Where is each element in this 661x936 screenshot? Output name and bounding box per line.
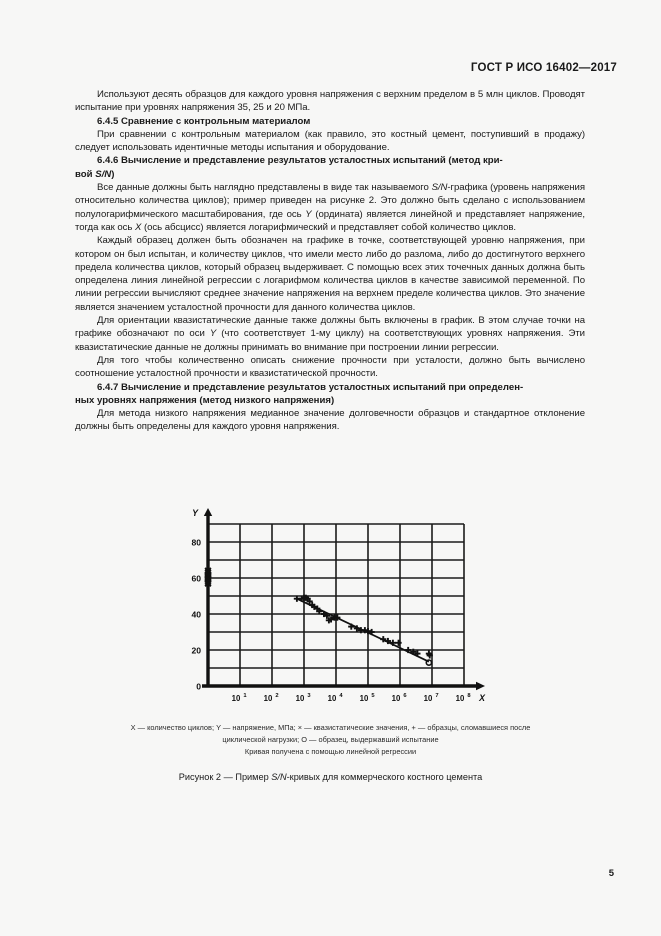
svg-text:10: 10 xyxy=(455,694,464,703)
svg-text:10: 10 xyxy=(295,694,304,703)
sn-curve-chart xyxy=(176,508,486,708)
svg-text:20: 20 xyxy=(190,645,201,656)
paragraph-3-part-a: Все данные должны быть наглядно представлены в виде так называемого xyxy=(97,182,432,194)
paragraph-3-part-c: -графика (уровень напряжения относительно количества циклов); пример приведен на рисунке 2. Это должно быть сделано с использованием полулогарифмического масштабирования, где ось xyxy=(75,182,585,220)
page-number: 5 xyxy=(608,868,614,879)
paragraph-3-part-e: (ордината) является линейной и представляет напряжение, тогда как ось xyxy=(75,208,585,233)
figure-2 xyxy=(0,508,661,782)
heading-6-4-6-line1: 6.4.6 Вычисление и представление результатов усталостных испытаний (метод кри- xyxy=(97,155,503,167)
paragraph-2: При сравнении с контрольным материалом (как правило, это костный цемент, поступивший в продажу) следует использовать идентичные методы испытания и оборудование. xyxy=(75,128,585,154)
svg-text:1: 1 xyxy=(242,693,247,699)
figure-caption-prefix: Рисунок 2 — Пример xyxy=(178,772,272,782)
paragraph-1: Используют десять образцов для каждого уровня напряжения с верхним пределом в 5 млн циклов. Проводят испытание при уровнях напряжения 35, 25 и 20 МПа. xyxy=(75,89,585,114)
heading-6-4-6-prefix: вой xyxy=(75,168,96,180)
paragraph-5-part-c: (что соответствует 1-му циклу) на соответствующих уровнях напряжения. Эти квазистатические данные не должны принимать во внимание при построении линии регрессии. xyxy=(75,328,585,353)
svg-text:10: 10 xyxy=(391,694,400,703)
chart-gridlines xyxy=(208,524,464,686)
document-body xyxy=(75,88,585,434)
figure-caption-sn: S/N xyxy=(271,772,287,782)
svg-text:7: 7 xyxy=(434,693,439,699)
svg-text:80: 80 xyxy=(190,537,201,548)
chart-y-tick-labels xyxy=(191,538,201,692)
chart-svg xyxy=(176,508,486,708)
svg-text:3: 3 xyxy=(306,693,311,699)
paragraph-7: Для метода низкого напряжения медианное значение долговечности образцов и стандартное отклонение должны быть определены для каждого уровня напряжения. xyxy=(75,408,585,433)
svg-text:6: 6 xyxy=(402,693,407,699)
chart-x-tick-labels xyxy=(231,693,471,703)
svg-text:10: 10 xyxy=(359,694,368,703)
series-runout-specimen xyxy=(426,660,431,665)
paragraph-4: Каждый образец должен быть обозначен на графике в точке, соответствующей уровню напряжения, при котором он был испытан, и количеству циклов, что имели место либо до разлома, либо до достигнутого верхнего предела количества циклов, который образец выдерживает. С помощью всех этих точечных данных должна быть определена линия линейной регрессии с логарифмом количества циклов в качестве зависимой переменной. По линии регрессии вычисляют среднее значение напряжения на верхнем пределе количества циклов. Это значение является значением усталостной прочности для данного количества циклов. xyxy=(75,235,585,313)
svg-text:4: 4 xyxy=(338,693,343,699)
heading-6-4-6-sn: S/N xyxy=(95,168,112,180)
svg-text:2: 2 xyxy=(274,693,279,699)
paragraph-3-sn: S/N xyxy=(431,182,448,194)
svg-text:Y: Y xyxy=(191,508,198,518)
figure-legend-line-2: циклической нагрузки; O — образец, выдержавший испытание xyxy=(222,735,439,744)
svg-text:X: X xyxy=(478,693,485,703)
paragraph-6: Для того чтобы количественно описать снижение прочности при усталости, должно быть вычислено соотношение усталостной прочности и квазистатической прочности. xyxy=(75,354,585,380)
svg-text:60: 60 xyxy=(190,573,201,584)
svg-text:10: 10 xyxy=(327,694,336,703)
svg-text:10: 10 xyxy=(231,694,240,703)
figure-caption xyxy=(0,772,661,782)
figure-legend-line-1: X — количество циклов; Y — напряжение, МПа; × — квазистатические значения, + — образцы, сломавшиеся после xyxy=(130,723,531,732)
page-header: ГОСТ Р ИСО 16402—2017 xyxy=(470,62,617,74)
series-quasi-static xyxy=(205,568,211,586)
svg-text:10: 10 xyxy=(423,694,432,703)
heading-6-4-7-line1: 6.4.7 Вычисление и представление результатов усталостных испытаний при определен- xyxy=(97,381,524,393)
figure-legend xyxy=(0,722,661,758)
chart-axis-names xyxy=(192,508,486,703)
heading-6-4-6-suffix: ) xyxy=(111,168,115,180)
paragraph-3 xyxy=(75,181,585,234)
paragraph-5 xyxy=(75,314,585,354)
chart-axes xyxy=(202,508,485,690)
svg-text:40: 40 xyxy=(190,609,201,620)
figure-legend-line-3: Кривая получена с помощью линейной регрессии xyxy=(244,747,417,756)
heading-6-4-5: 6.4.5 Сравнение с контрольным материалом xyxy=(97,115,311,127)
figure-caption-suffix: -кривых для коммерческого костного цемента xyxy=(286,772,483,782)
paragraph-3-x: X xyxy=(135,221,142,233)
svg-text:0: 0 xyxy=(195,681,201,692)
paragraph-3-y: Y xyxy=(305,208,312,220)
paragraph-5-y: Y xyxy=(209,328,217,340)
paragraph-3-part-g: (ось абсцисс) является логарифмический и представляет собой количество циклов. xyxy=(141,221,517,233)
svg-text:8: 8 xyxy=(466,693,471,699)
heading-6-4-6-line2 xyxy=(75,168,585,181)
svg-text:10: 10 xyxy=(263,694,272,703)
heading-6-4-7-line2: ных уровнях напряжения (метод низкого напряжения) xyxy=(75,394,335,406)
series-broken-specimens xyxy=(293,595,432,659)
svg-text:5: 5 xyxy=(370,693,375,699)
paragraph-5-part-a: Для ориентации квазистатические данные также должны быть включены в график. В этом случае точки на графике обозначают по оси xyxy=(75,315,585,340)
